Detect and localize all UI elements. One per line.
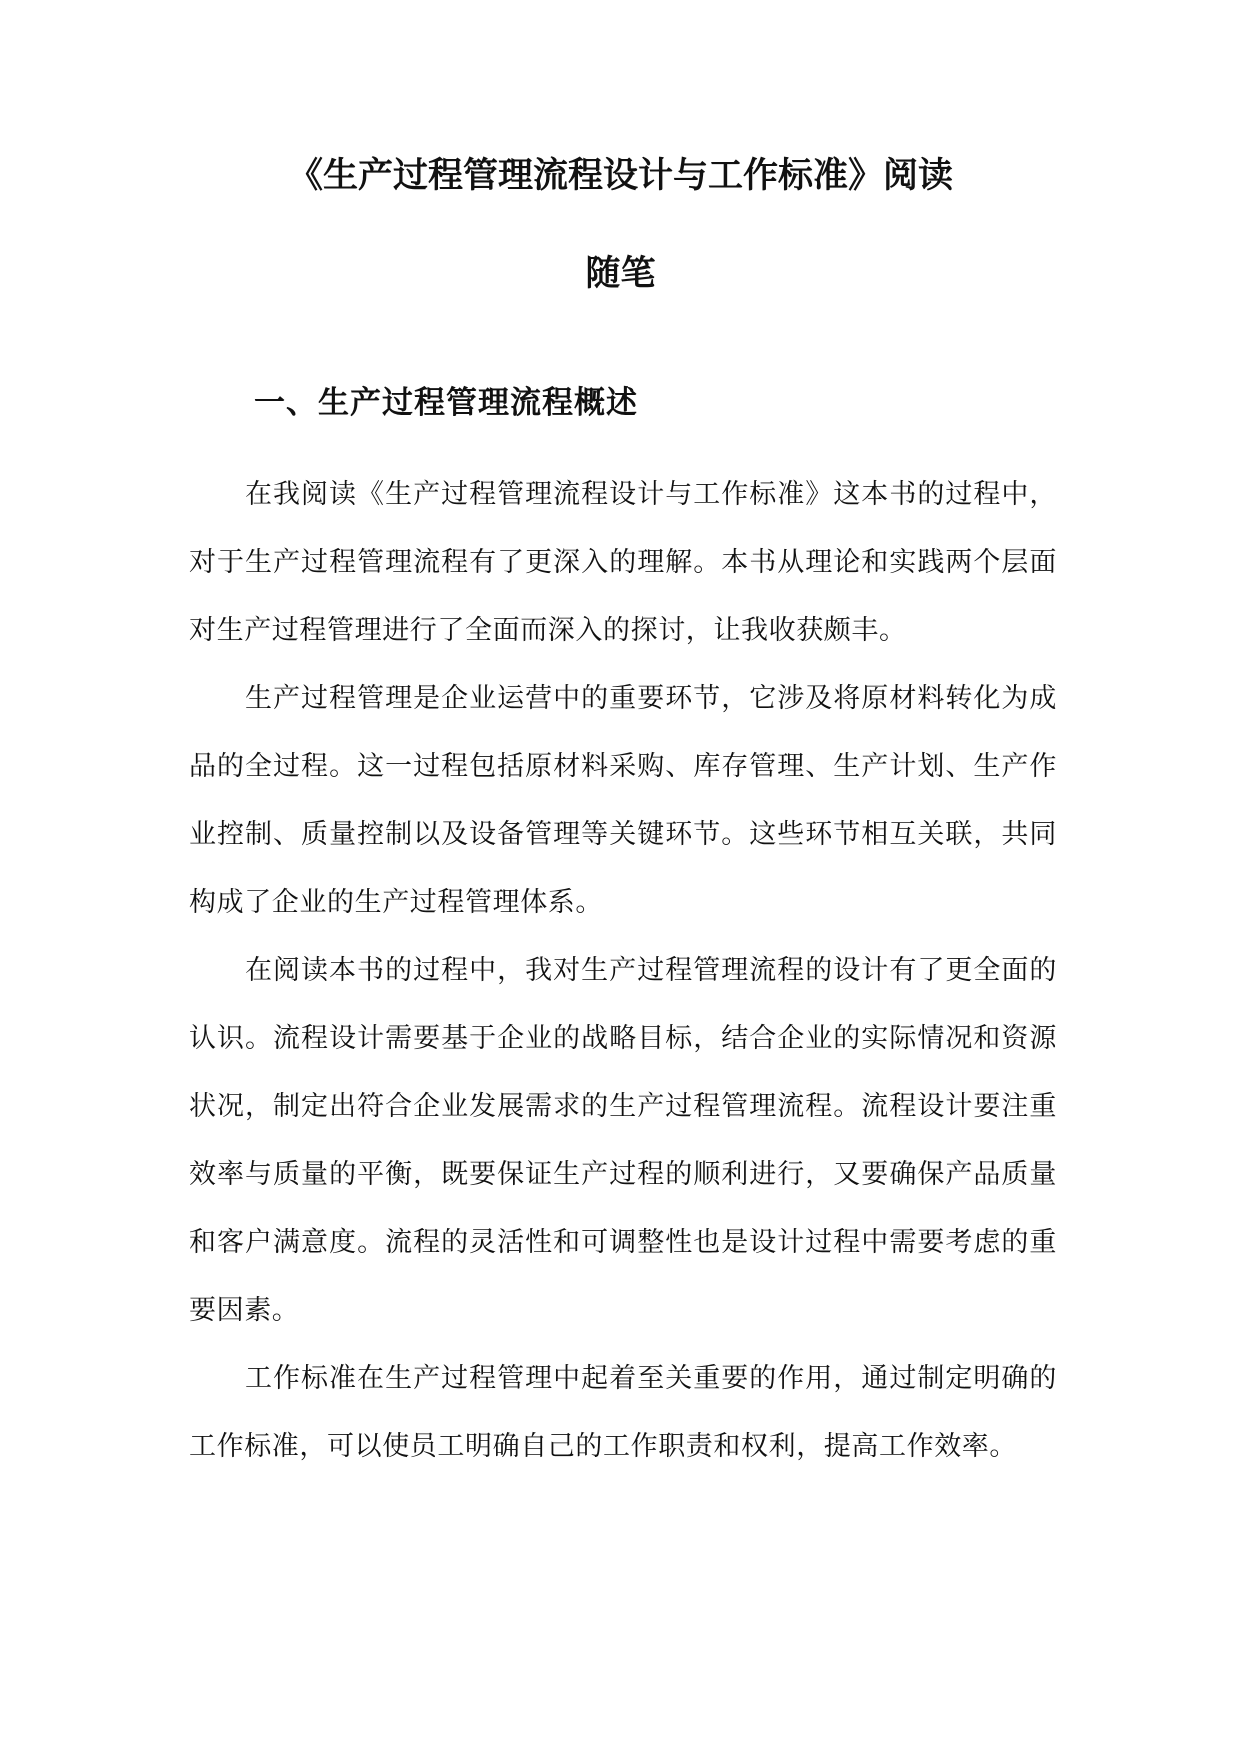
- document-body: [189, 461, 1057, 1481]
- document-title-line-2: 随笔: [585, 253, 656, 294]
- paragraph-4: 工作标准在生产过程管理中起着至关重要的作用，通过制定明确的工作标准，可以使员工明确自己的工作职责和权利，提高工作效率。: [189, 1363, 1057, 1462]
- paragraph-3: 在阅读本书的过程中，我对生产过程管理流程的设计有了更全面的认识。流程设计需要基于企业的战略目标，结合企业的实际情况和资源状况，制定出符合企业发展需求的生产过程管理流程。流程设计要注重效率与质量的平衡，既要保证生产过程的顺利进行，又要确保产品质量和客户满意度。流程的灵活性和可调整性也是设计过程中需要考虑的重要因素。: [189, 955, 1057, 1326]
- paragraph-2: 生产过程管理是企业运营中的重要环节，它涉及将原材料转化为成品的全过程。这一过程包括原材料采购、库存管理、生产计划、生产作业控制、质量控制以及设备管理等关键环节。这些环节相互关联，共同构成了企业的生产过程管理体系。: [189, 683, 1057, 918]
- section-heading: 一、生产过程管理流程概述: [254, 385, 638, 421]
- paragraph-1: 在我阅读《生产过程管理流程设计与工作标准》这本书的过程中，对于生产过程管理流程有了更深入的理解。本书从理论和实践两个层面对生产过程管理进行了全面而深入的探讨，让我收获颇丰。: [189, 479, 1057, 646]
- document-title-line-1: 《生产过程管理流程设计与工作标准》阅读: [287, 155, 953, 196]
